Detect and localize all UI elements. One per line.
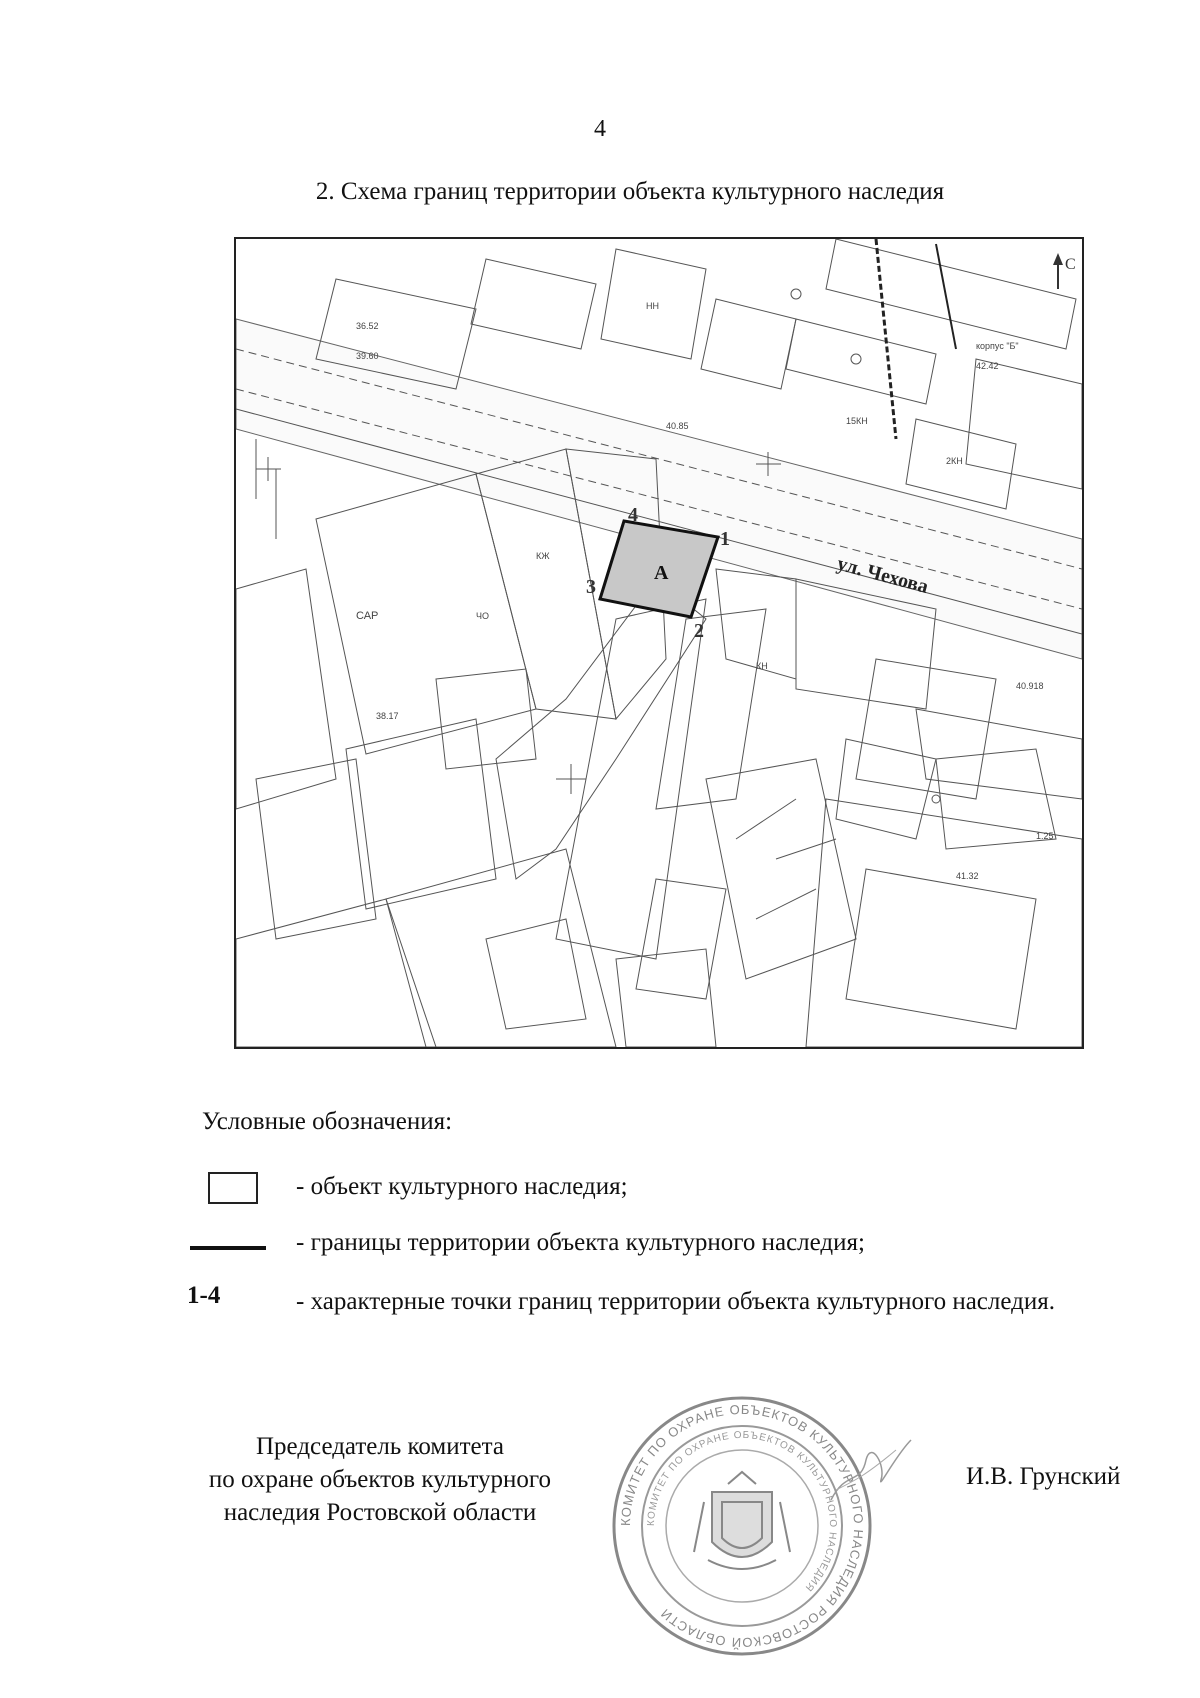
legend-boundary-text: - границы территории объекта культурного наследия;: [296, 1229, 865, 1256]
map-label: 40.85: [666, 421, 689, 431]
signer-role-line: Председатель комитета: [256, 1433, 504, 1460]
map-label: корпус "Б": [976, 341, 1019, 351]
object-label: А: [654, 562, 669, 584]
cadastral-map: [234, 237, 1084, 1049]
point-label-1: 1: [720, 528, 730, 550]
legend-object-symbol: [208, 1172, 258, 1204]
map-label: 39.60: [356, 351, 379, 361]
north-label: С: [1065, 256, 1076, 273]
map-label: САР: [356, 610, 379, 622]
page-number: 4: [594, 116, 606, 142]
map-label: 15КН: [846, 416, 868, 426]
signer-role-line: наследия Ростовской области: [223, 1499, 537, 1526]
legend-title: Условные обозначения:: [202, 1108, 453, 1135]
coat-of-arms-icon: [694, 1472, 790, 1569]
page-title: 2. Схема границ территории объекта культурного наследия: [315, 178, 945, 205]
signer-name: И.В. Грунский: [966, 1463, 1121, 1490]
map-label: 41.32: [956, 871, 979, 881]
legend-boundary-symbol: [190, 1246, 266, 1250]
seal-outer-text: КОМИТЕТ ПО ОХРАНЕ ОБЪЕКТОВ КУЛЬТУРНОГО НАСЛЕДИЯ РОСТОВСКОЙ ОБЛАСТИ: [617, 1401, 867, 1651]
map-label: КЖ: [536, 551, 550, 561]
point-label-4: 4: [628, 504, 638, 526]
map-drawing: [236, 239, 1082, 1047]
signer-role-line: по охране объектов культурного: [208, 1466, 552, 1493]
map-label: КН: [756, 661, 768, 671]
legend-points-code: 1-4: [187, 1282, 221, 1309]
map-label: 38.17: [376, 711, 399, 721]
legend-points-text: - характерные точки границ территории объекта культурного наследия.: [296, 1288, 1055, 1315]
map-label: НН: [646, 301, 659, 311]
map-label: 42.42: [976, 361, 999, 371]
map-label: 1.25: [1036, 831, 1054, 841]
signer-role: [160, 1430, 600, 1529]
signature-scribble-icon: [826, 1430, 916, 1510]
map-label: 36.52: [356, 321, 379, 331]
map-label: 2КН: [946, 456, 963, 466]
seal-inner-text: КОМИТЕТ ПО ОХРАНЕ ОБЪЕКТОВ КУЛЬТУРНОГО НАСЛЕДИЯ: [645, 1429, 839, 1594]
street-label: ул. Чехова: [834, 552, 931, 599]
legend-object-text: - объект культурного наследия;: [296, 1173, 628, 1200]
map-label: ЧО: [476, 611, 489, 621]
map-label: 40.918: [1016, 681, 1044, 691]
point-label-3: 3: [586, 576, 596, 598]
point-label-2: 2: [694, 620, 704, 642]
